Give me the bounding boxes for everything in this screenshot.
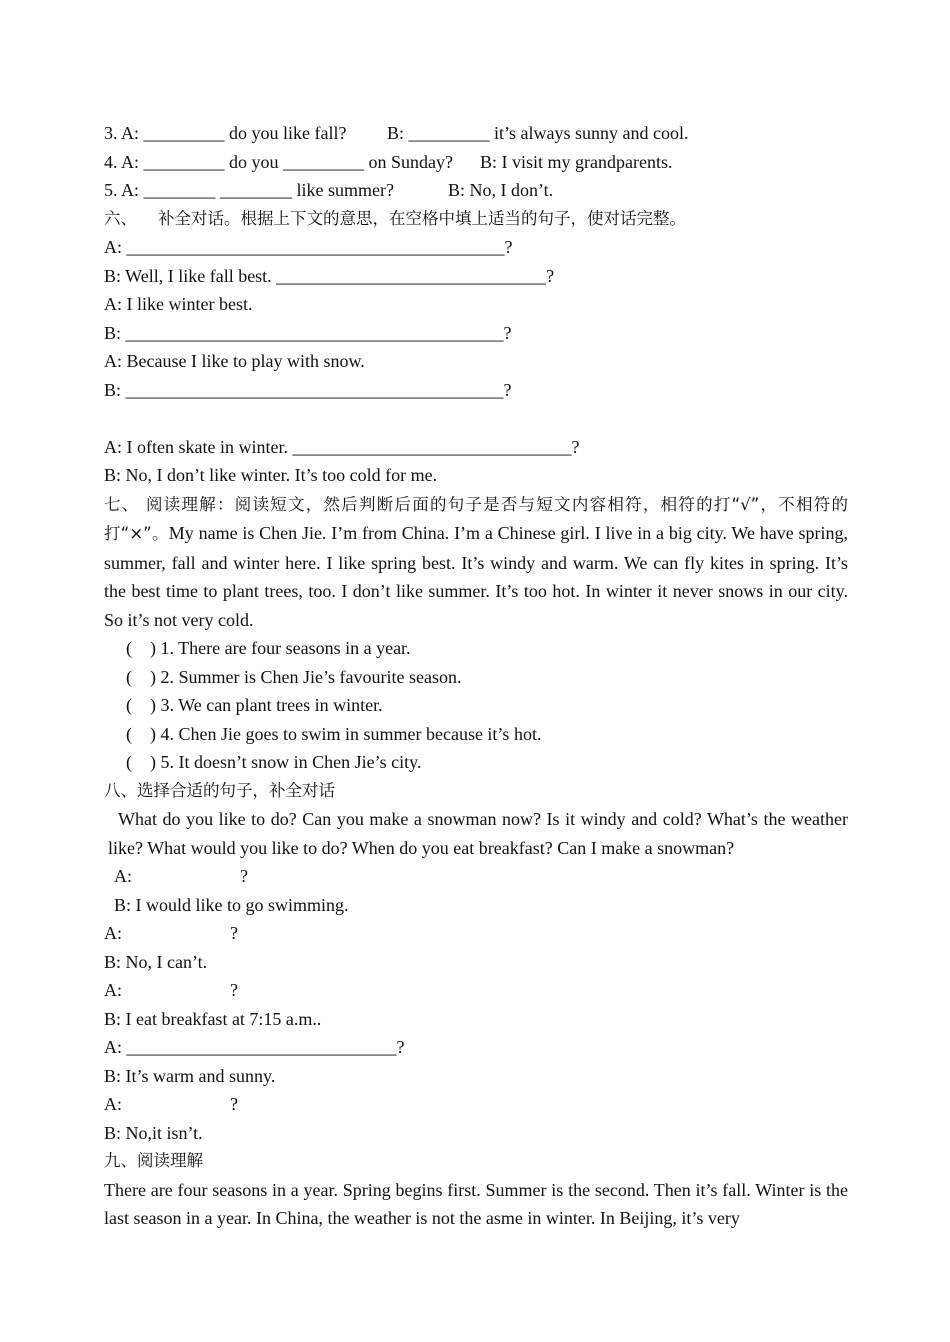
dialogue-line: A: ? — [104, 980, 238, 1000]
dialogue-line: B: No,it isn’t. — [104, 1122, 203, 1143]
dialogue-line: B: I would like to go swimming. — [114, 894, 349, 915]
section6-heading: 六、 补全对话。根据上下文的意思，在空格中填上适当的句子，使对话完整。 — [104, 208, 686, 228]
judgement-item: ( ) 2. Summer is Chen Jie’s favourite season. — [126, 666, 462, 687]
blank-line-gap — [104, 404, 848, 433]
dialogue-line: A: __________________________________________? — [104, 237, 513, 257]
dialogue-line: A: ? — [104, 923, 238, 943]
judgement-item: ( ) 3. We can plant trees in winter. — [126, 695, 383, 715]
dialogue-line: A: I like winter best. — [104, 294, 253, 314]
dialogue-line: A: ? — [114, 866, 248, 886]
dialogue-line: A: I often skate in winter. _______________________________? — [104, 436, 580, 457]
judgement-item: ( ) 4. Chen Jie goes to swim in summer because it’s hot. — [126, 723, 542, 744]
dialogue-line: B: No, I can’t. — [104, 951, 208, 972]
dialogue-line: A: ? — [104, 1094, 238, 1114]
dialogue-line: A: Because I like to play with snow. — [104, 351, 365, 371]
section9-heading: 九、阅读理解 — [104, 1151, 203, 1170]
fill-blank-line-4: 4. A: _________ do you _________ on Sunday? B: I visit my grandparents. — [104, 151, 673, 172]
section8-heading: 八、选择合适的句子，补全对话 — [104, 780, 335, 800]
section9-passage: There are four seasons in a year. Spring begins first. Summer is the second. Then it’s fall. Winter is the last season in a year. In China, the weather is not the asme in winter. In Beijing, it’s very — [104, 1179, 848, 1228]
worksheet-page — [104, 119, 848, 1233]
section8-options-text: What do you like to do? Can you make a snowman now? Is it windy and cold? What’s the weather like? What would you like to do? When do you eat breakfast? Can I make a snowman? — [108, 809, 848, 858]
dialogue-line: B: Well, I like fall best. ______________________________? — [104, 265, 555, 286]
section7-heading: 七、 阅读理解：阅读短文，然后判断后面的句子是否与短文内容相符，相符的打“√”，不相符的打“×”。 — [104, 494, 848, 543]
fill-blank-line-3: 3. A: _________ do you like fall? B: _________ it’s always sunny and cool. — [104, 123, 689, 143]
dialogue-line: B: __________________________________________? — [104, 322, 512, 343]
dialogue-line: B: __________________________________________? — [104, 379, 512, 400]
section7-passage: My name is Chen Jie. I’m from China. I’m a Chinese girl. I live in a big city. We have spring, summer, fall and winter here. I like spring best. It’s windy and warm. We can fly kites in spring. It’s the best time to plant trees, too. I don’t like summer. It’s too hot. In winter it never snows in our city. So it’s not very cold. — [104, 523, 848, 630]
section8-options — [104, 805, 848, 862]
fill-blank-line-5: 5. A: ________ ________ like summer? B: No, I don’t. — [104, 180, 554, 200]
dialogue-line: B: No, I don’t like winter. It’s too cold for me. — [104, 465, 438, 485]
section7-reading-block — [104, 490, 848, 635]
dialogue-line: B: I eat breakfast at 7:15 a.m.. — [104, 1008, 322, 1029]
judgement-item: ( ) 1. There are four seasons in a year. — [126, 638, 411, 658]
dialogue-line: A: ______________________________? — [104, 1037, 405, 1057]
judgement-item: ( ) 5. It doesn’t snow in Chen Jie’s city. — [126, 752, 422, 772]
dialogue-line: B: It’s warm and sunny. — [104, 1065, 276, 1086]
